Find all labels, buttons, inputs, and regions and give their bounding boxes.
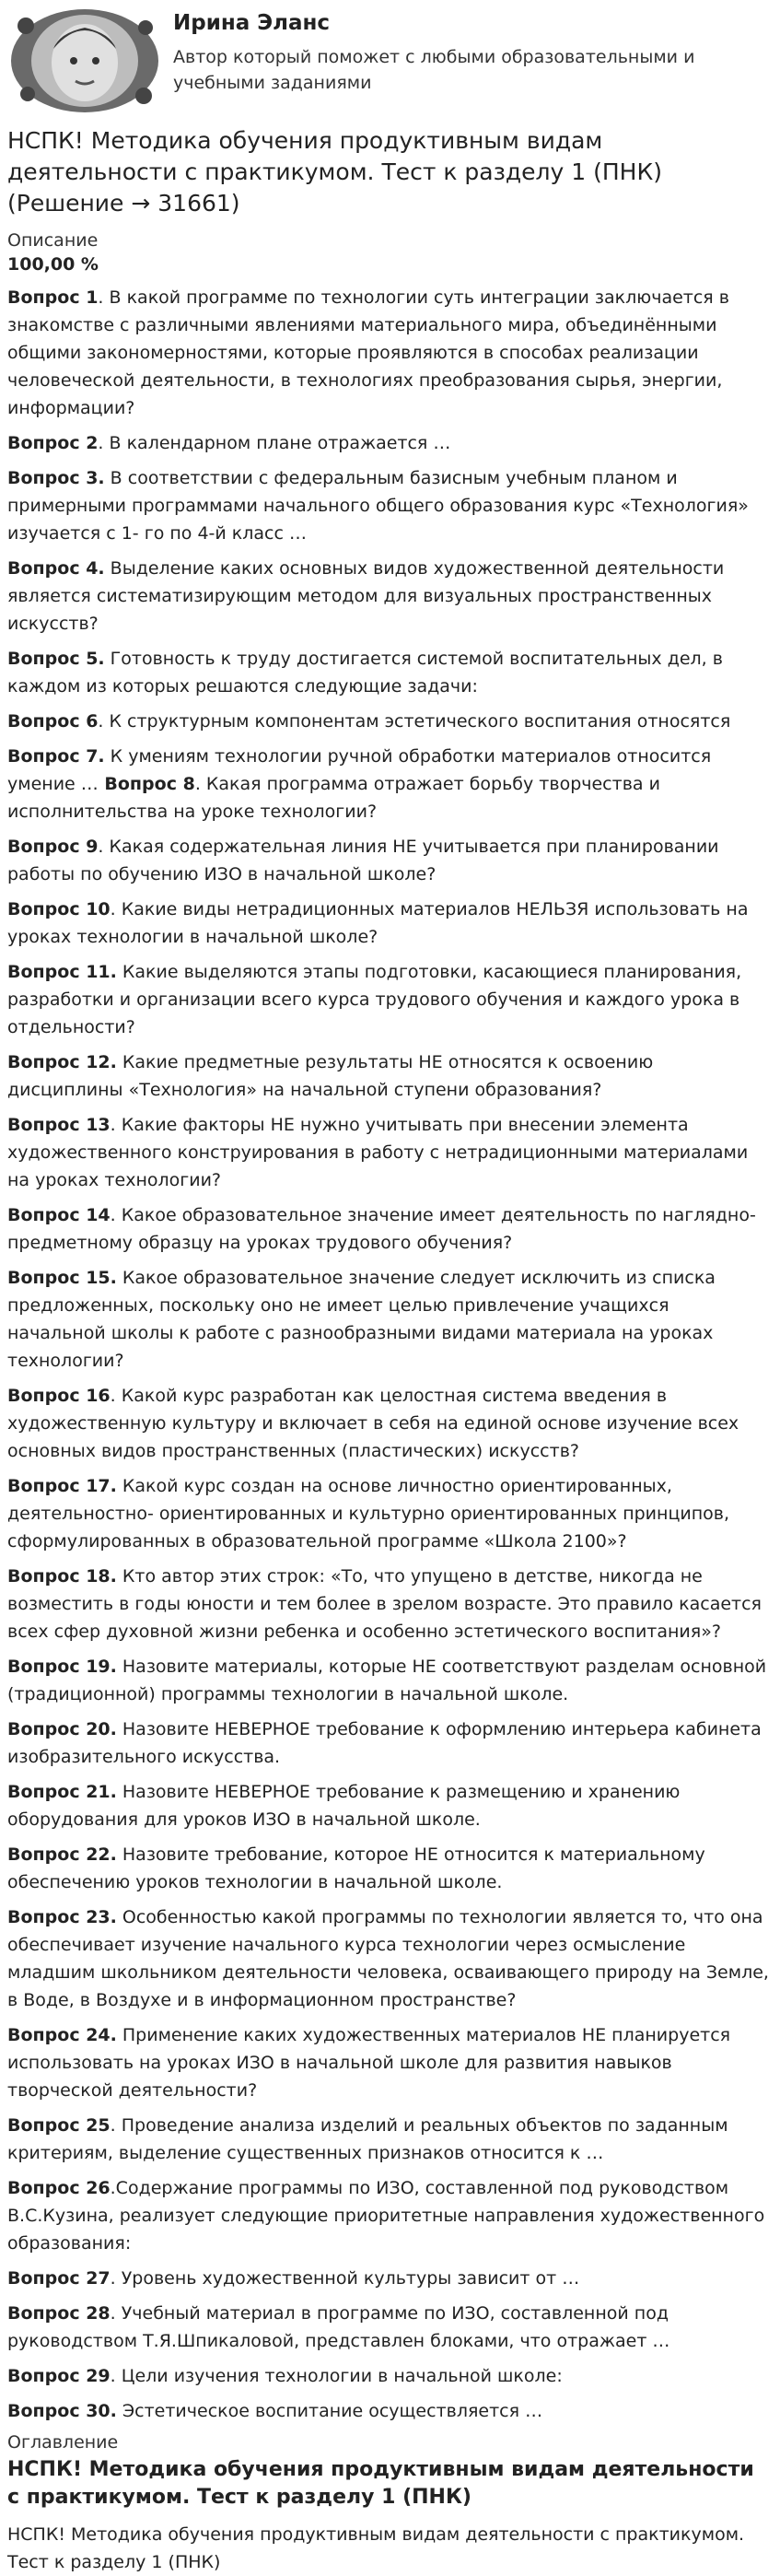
question-number: Вопрос 30.: [7, 2401, 117, 2421]
question-item: [7, 429, 773, 457]
question-text: Назовите НЕВЕРНОЕ требование к размещению и хранению оборудования для уроков ИЗО в начальной школе.: [7, 1782, 681, 1830]
question-item: [7, 1778, 773, 1833]
question-item: [7, 1048, 773, 1104]
question-item: [7, 2174, 773, 2257]
question-number: Вопрос 25: [7, 2115, 111, 2136]
question-item: [7, 1111, 773, 1194]
question-number: Вопрос 17.: [7, 1476, 117, 1496]
question-item: [7, 1653, 773, 1708]
question-text: . Уровень художественной культуры зависит от …: [110, 2268, 580, 2289]
question-number: Вопрос 11.: [7, 962, 117, 982]
question-text: . К структурным компонентам эстетического воспитания относятся: [98, 711, 731, 732]
question-item: [7, 2265, 773, 2292]
question-item: [7, 1841, 773, 1896]
toc-label: Оглавление: [7, 2432, 119, 2453]
question-text: .Содержание программы по ИЗО, составленной под руководством В.С.Кузина, реализует следующие приоритетные направления художественного образования:: [7, 2178, 765, 2254]
question-text: . Какая содержательная линия НЕ учитывается при планировании работы по обучению ИЗО в начальной школе?: [7, 837, 719, 884]
question-text: Кто автор этих строк: «То, что упущено в детстве, никогда не возместить в годы юности и тем более в зрелом возрасте. Это правило касается всех сфер духовной жизни ребенка и особенно эстетического воспитания»?: [7, 1566, 762, 1642]
author-info: [173, 7, 726, 96]
question-item: [7, 1903, 773, 2014]
question-number: Вопрос 29: [7, 2366, 111, 2386]
question-number: Вопрос 13: [7, 1115, 111, 1135]
question-number: Вопрос 9: [7, 837, 99, 857]
question-number: Вопрос 12.: [7, 1052, 117, 1072]
question-number: Вопрос 14: [7, 1205, 111, 1225]
question-text: . Какие виды нетрадиционных материалов НЕЛЬЗЯ использовать на уроках технологии в начальной школе?: [7, 899, 749, 947]
question-text: Применение каких художественных материалов НЕ планируется использовать на уроках ИЗО в начальной школе для развития навыков творческой деятельности?: [7, 2025, 731, 2101]
question-number: Вопрос 16: [7, 1386, 111, 1406]
question-text: Назовите НЕВЕРНОЕ требование к оформлению интерьера кабинета изобразительного искусства.: [7, 1719, 762, 1767]
question-item: [7, 1563, 773, 1645]
question-number: Вопрос 6: [7, 711, 99, 732]
question-text: . В какой программе по технологии суть интеграции заключается в знакомстве с различными явлениями материального мира, объединёнными общими закономерностями, которые проявляются в способах реализации человеческой деятельности, в технологиях преобразования сырья, энергии, информации?: [7, 287, 729, 418]
question-text: Какое образовательное значение следует исключить из списка предложенных, поскольку оно не имеет целью привлечение учащихся начальной школы к работе с разнообразными видами материала на уроках технологии?: [7, 1268, 716, 1371]
question-item: [7, 1264, 773, 1375]
question-number: Вопрос 8: [98, 774, 195, 794]
question-item: [7, 2362, 773, 2390]
question-number: Вопрос 20.: [7, 1719, 117, 1739]
page-title: НСПК! Методика обучения продуктивным видам деятельности с практикумом. Тест к разделу 1 (ПНК) (Решение → 31661): [7, 127, 662, 217]
author-avatar[interactable]: [7, 7, 162, 114]
question-number: Вопрос 18.: [7, 1566, 117, 1587]
question-number: Вопрос 19.: [7, 1657, 117, 1677]
question-item: [7, 896, 773, 951]
question-item: [7, 464, 773, 547]
question-text: . В календарном плане отражается …: [98, 433, 451, 453]
question-text: К умениям технологии ручной обработки материалов относится умение …: [7, 746, 712, 794]
question-item: [7, 958, 773, 1041]
question-item: [7, 708, 773, 735]
question-text: Выделение каких основных видов художественной деятельности является систематизирующим методом для визуальных пространственных искусств?: [7, 558, 725, 634]
question-item: [7, 645, 773, 700]
question-number: Вопрос 27: [7, 2268, 111, 2289]
question-number: Вопрос 5.: [7, 649, 105, 669]
toc-text: НСПК! Методика обучения продуктивным видам деятельности с практикумом. Тест к разделу 1 (ПНК): [7, 2524, 745, 2572]
author-description: Автор который поможет с любыми образовательными и учебными заданиями: [173, 47, 695, 93]
question-number: Вопрос 4.: [7, 558, 105, 579]
questions-list: [7, 284, 773, 2425]
description-label: Описание: [7, 230, 99, 251]
question-text: Особенностью какой программы по технологии является то, что она обеспечивает изучение начального курса технологии через осмысление младшим школьником деятельности человека, осваивающего природу на Земле, в Воде, в Воздухе и в информационном пространстве?: [7, 1907, 769, 2010]
question-item: [7, 555, 773, 638]
question-number: Вопрос 3.: [7, 468, 105, 488]
question-text: В соответствии с федеральным базисным учебным планом и примерными программами начального общего образования курс «Технология» изучается с 1- го по 4-й класс …: [7, 468, 749, 544]
question-text: . Проведение анализа изделий и реальных объектов по заданным критериям, выделение существенных признаков относится к …: [7, 2115, 728, 2163]
question-item: [7, 1472, 773, 1555]
question-text: . Цели изучения технологии в начальной школе:: [110, 2366, 563, 2386]
question-text: Назовите требование, которое НЕ относится к материальному обеспечению уроков технологии в начальной школе.: [7, 1844, 705, 1892]
question-number: Вопрос 26: [7, 2178, 111, 2198]
question-text: . Учебный материал в программе по ИЗО, составленной под руководством Т.Я.Шпикаловой, представлен блоками, что отражает …: [7, 2303, 670, 2351]
question-item: [7, 1201, 773, 1257]
question-item: [7, 2300, 773, 2355]
author-name[interactable]: Ирина Эланс: [173, 11, 331, 35]
question-item: [7, 2112, 773, 2167]
question-number: Вопрос 15.: [7, 1268, 117, 1288]
question-text: Эстетическое воспитание осуществляется …: [116, 2401, 543, 2421]
question-text: Какие предметные результаты НЕ относятся к освоению дисциплины «Технология» на начальной ступени образования?: [7, 1052, 654, 1100]
question-number: Вопрос 28: [7, 2303, 111, 2324]
question-number: Вопрос 23.: [7, 1907, 117, 1927]
question-number: Вопрос 1: [7, 287, 99, 308]
question-text: . Какое образовательное значение имеет деятельность по наглядно-предметному образцу на уроках трудового обучения?: [7, 1205, 756, 1253]
question-text: Назовите материалы, которые НЕ соответствуют разделам основной (традиционной) программы технологии в начальной школе.: [7, 1657, 767, 1704]
question-item: [7, 833, 773, 888]
question-item: [7, 284, 773, 422]
question-item: [7, 743, 773, 825]
question-number: Вопрос 21.: [7, 1782, 117, 1802]
question-item: [7, 2397, 773, 2425]
question-text: Какие выделяются этапы подготовки, касающиеся планирования, разработки и организации всего курса трудового обучения и каждого урока в отдельности?: [7, 962, 742, 1037]
question-number: Вопрос 24.: [7, 2025, 117, 2045]
question-text: . Какие факторы НЕ нужно учитывать при внесении элемента художественного конструирования в работу с нетрадиционными материалами на уроках технологии?: [7, 1115, 749, 1190]
question-item: [7, 2021, 773, 2104]
question-text: Готовность к труду достигается системой воспитательных дел, в каждом из которых решаются следующие задачи:: [7, 649, 723, 697]
question-text: . Какой курс разработан как целостная система введения в художественную культуру и включает в себя на единой основе изучение всех основных видов пространственных (пластических) искусств?: [7, 1386, 739, 1461]
question-number: Вопрос 10: [7, 899, 111, 919]
question-number: Вопрос 2: [7, 433, 99, 453]
question-number: Вопрос 7.: [7, 746, 105, 767]
question-item: [7, 1715, 773, 1771]
author-block: [7, 0, 773, 118]
question-number: Вопрос 22.: [7, 1844, 117, 1865]
toc-title: НСПК! Методика обучения продуктивным видам деятельности с практикумом. Тест к разделу 1 (ПНК): [7, 2458, 754, 2509]
score-value: 100,00 %: [7, 254, 99, 275]
question-text: Какой курс создан на основе личностно ориентированных, деятельностно- ориентированных и культурно ориентированных принципов, сформулированных в образовательной программе «Школа 2100»?: [7, 1476, 730, 1551]
question-item: [7, 1382, 773, 1465]
question-text: . Какая программа отражает борьбу творчества и исполнительства на уроке технологии?: [7, 774, 660, 822]
